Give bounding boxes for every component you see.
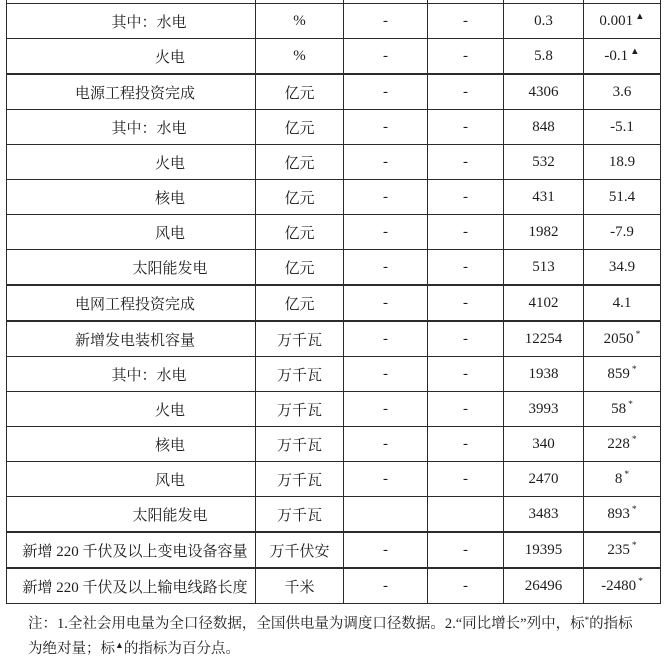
growth-mark: *: [631, 364, 637, 375]
indicator-label: 电源工程投资完成: [74, 85, 195, 102]
unit-cell: 亿元: [256, 74, 344, 110]
dash-cell-2: -: [428, 568, 504, 604]
dash-cell-2: [428, 497, 504, 533]
growth-mark: ▲: [635, 11, 645, 22]
dash-cell-1: -: [344, 4, 428, 39]
asterisk-mark: *: [584, 615, 590, 625]
dash-cell-2: -: [428, 427, 504, 462]
dash-cell-1: -: [344, 110, 428, 145]
growth-cell: [584, 462, 661, 497]
dash-cell-1: -: [344, 250, 428, 286]
growth-value: -7.9: [610, 223, 634, 240]
growth-cell: [584, 427, 661, 462]
dash-cell-2: -: [428, 321, 504, 357]
growth-cell: [584, 110, 661, 145]
table-row: [7, 74, 661, 110]
indicator-label: 新增 220 千伏及以上输电线路长度: [22, 579, 248, 596]
indicator-label: 太阳能发电: [132, 507, 208, 524]
dash-cell-1: -: [344, 180, 428, 215]
growth-cell: [584, 285, 661, 321]
growth-value: -0.1: [604, 47, 629, 64]
growth-mark: ▲: [630, 46, 640, 57]
indicator-cell: [7, 110, 256, 145]
growth-value: 34.9: [608, 258, 636, 275]
growth-value: 3.6: [612, 83, 632, 100]
indicator-label: 火电: [154, 49, 185, 66]
footnote-line-1: [28, 612, 658, 637]
table-row: [7, 427, 661, 462]
dash-cell-1: -: [344, 357, 428, 392]
growth-mark: *: [638, 576, 643, 587]
value-cell: 431: [504, 180, 584, 215]
table-row: [7, 110, 661, 145]
growth-cell: [584, 215, 661, 250]
indicator-cell: [7, 145, 256, 180]
dash-cell-1: -: [344, 321, 428, 357]
indicator-cell: [7, 392, 256, 427]
indicator-cell: [7, 215, 256, 250]
growth-cell: [584, 74, 661, 110]
indicator-label: 太阳能发电: [132, 260, 208, 277]
unit-cell: %: [256, 39, 344, 75]
indicator-label: 核电: [154, 437, 185, 454]
footnote-text: 的指标: [589, 616, 633, 632]
dash-cell-1: [344, 497, 428, 533]
dash-cell-2: -: [428, 4, 504, 39]
table-row: [7, 250, 661, 286]
unit-cell: 万千瓦: [256, 357, 344, 392]
growth-mark: *: [631, 434, 637, 445]
dash-cell-2: -: [428, 145, 504, 180]
indicator-label: 新增 220 千伏及以上变电设备容量: [22, 543, 248, 560]
growth-cell: [584, 39, 661, 75]
growth-cell: [584, 321, 661, 357]
stats-table-body: [7, 0, 661, 604]
value-cell: 4306: [504, 74, 584, 110]
footnote-line-2: [28, 637, 658, 662]
table-row: [7, 285, 661, 321]
table-row: [7, 568, 661, 604]
growth-mark: *: [631, 540, 637, 551]
dash-cell-2: -: [428, 392, 504, 427]
value-cell: 1938: [504, 357, 584, 392]
table-row: [7, 321, 661, 357]
unit-cell: 万千瓦: [256, 321, 344, 357]
unit-cell: 亿元: [256, 250, 344, 286]
dash-cell-2: -: [428, 250, 504, 286]
dash-cell-1: -: [344, 427, 428, 462]
indicator-cell: [7, 180, 256, 215]
dash-cell-1: -: [344, 39, 428, 75]
footnotes: [28, 612, 658, 662]
indicator-label: 风电: [154, 225, 185, 242]
indicator-cell: [7, 74, 256, 110]
dash-cell-2: -: [428, 532, 504, 568]
unit-cell: 亿元: [256, 215, 344, 250]
table-row: [7, 180, 661, 215]
value-cell: 0.3: [504, 4, 584, 39]
footnote-text: 注：1.全社会用电量为全口径数据，全国供电量为调度口径数据。2.“同比增长”列中，标: [28, 616, 585, 632]
dash-cell-2: -: [428, 74, 504, 110]
indicator-label: 新增发电装机容量: [74, 332, 195, 349]
value-cell: 5.8: [504, 39, 584, 75]
stats-table-clip: [6, 0, 661, 610]
unit-cell: 亿元: [256, 145, 344, 180]
indicator-cell: [7, 250, 256, 286]
table-row: [7, 39, 661, 75]
dash-cell-1: -: [344, 215, 428, 250]
table-row: [7, 145, 661, 180]
unit-cell: 千米: [256, 568, 344, 604]
indicator-label: 火电: [154, 155, 185, 172]
value-cell: 26496: [504, 568, 584, 604]
growth-cell: [584, 357, 661, 392]
dash-cell-1: -: [344, 532, 428, 568]
table-row: [7, 392, 661, 427]
dash-cell-2: -: [428, 215, 504, 250]
unit-cell: 亿元: [256, 180, 344, 215]
table-row: [7, 532, 661, 568]
value-cell: 1982: [504, 215, 584, 250]
indicator-label: 火电: [154, 402, 185, 419]
growth-value: 2050: [603, 330, 634, 347]
dash-cell-1: -: [344, 145, 428, 180]
dash-cell-2: -: [428, 462, 504, 497]
indicator-cell: [7, 427, 256, 462]
table-row: [7, 497, 661, 533]
growth-cell: [584, 568, 661, 604]
dash-cell-2: -: [428, 39, 504, 75]
growth-cell: [584, 4, 661, 39]
growth-cell: [584, 180, 661, 215]
unit-cell: 万千伏安: [256, 532, 344, 568]
growth-cell: [584, 392, 661, 427]
indicator-label: 电网工程投资完成: [74, 296, 195, 313]
growth-value: 893: [607, 505, 630, 522]
value-cell: 3483: [504, 497, 584, 533]
dash-cell-2: -: [428, 357, 504, 392]
indicator-label: 风电: [154, 472, 185, 489]
growth-value: 51.4: [608, 188, 636, 205]
indicator-cell: [7, 357, 256, 392]
value-cell: 513: [504, 250, 584, 286]
dash-cell-2: -: [428, 180, 504, 215]
growth-cell: [584, 497, 661, 533]
growth-value: 18.9: [608, 153, 636, 170]
unit-cell: 万千瓦: [256, 392, 344, 427]
growth-mark: *: [628, 399, 633, 410]
unit-cell: %: [256, 4, 344, 39]
indicator-label: 核电: [154, 190, 185, 207]
indicator-cell: [7, 321, 256, 357]
unit-cell: 万千瓦: [256, 497, 344, 533]
dash-cell-1: -: [344, 285, 428, 321]
footnote-text: 的指标为百分点。: [123, 641, 240, 657]
value-cell: 3993: [504, 392, 584, 427]
indicator-cell: [7, 4, 256, 39]
table-row: [7, 357, 661, 392]
growth-value: -5.1: [610, 118, 634, 135]
dash-cell-2: -: [428, 110, 504, 145]
unit-cell: 万千瓦: [256, 427, 344, 462]
growth-mark: *: [631, 504, 637, 515]
indicator-cell: [7, 497, 256, 533]
growth-value: 859: [607, 365, 630, 382]
indicator-cell: [7, 568, 256, 604]
value-cell: 532: [504, 145, 584, 180]
growth-cell: [584, 145, 661, 180]
triangle-mark: ▲: [115, 640, 124, 650]
growth-cell: [584, 250, 661, 286]
indicator-cell: [7, 532, 256, 568]
value-cell: 4102: [504, 285, 584, 321]
value-cell: 848: [504, 110, 584, 145]
growth-value: 4.1: [612, 294, 632, 311]
growth-value: 228: [607, 435, 630, 452]
indicator-cell: [7, 462, 256, 497]
dash-cell-1: -: [344, 392, 428, 427]
dash-cell-1: -: [344, 568, 428, 604]
growth-mark: *: [624, 469, 630, 480]
unit-cell: 亿元: [256, 110, 344, 145]
growth-value: -2480: [601, 577, 637, 594]
growth-value: 58: [611, 400, 627, 417]
footnote-text: 为绝对量；标: [28, 641, 115, 657]
indicator-label: 其中：水电: [111, 14, 187, 31]
dash-cell-2: -: [428, 285, 504, 321]
table-row: [7, 462, 661, 497]
value-cell: 340: [504, 427, 584, 462]
indicator-cell: [7, 39, 256, 75]
unit-cell: 万千瓦: [256, 462, 344, 497]
unit-cell: 亿元: [256, 285, 344, 321]
table-row: [7, 4, 661, 39]
growth-cell: [584, 532, 661, 568]
value-cell: 12254: [504, 321, 584, 357]
growth-value: 8: [614, 470, 623, 487]
indicator-label: 其中：水电: [111, 120, 187, 137]
indicator-cell: [7, 285, 256, 321]
value-cell: 2470: [504, 462, 584, 497]
growth-mark: *: [635, 329, 641, 340]
indicator-label: 其中：水电: [111, 367, 187, 384]
stats-table: [6, 0, 661, 604]
dash-cell-1: -: [344, 462, 428, 497]
value-cell: 19395: [504, 532, 584, 568]
dash-cell-1: -: [344, 74, 428, 110]
growth-value: 0.001: [599, 12, 634, 29]
growth-value: 235: [607, 541, 630, 558]
table-row: [7, 215, 661, 250]
